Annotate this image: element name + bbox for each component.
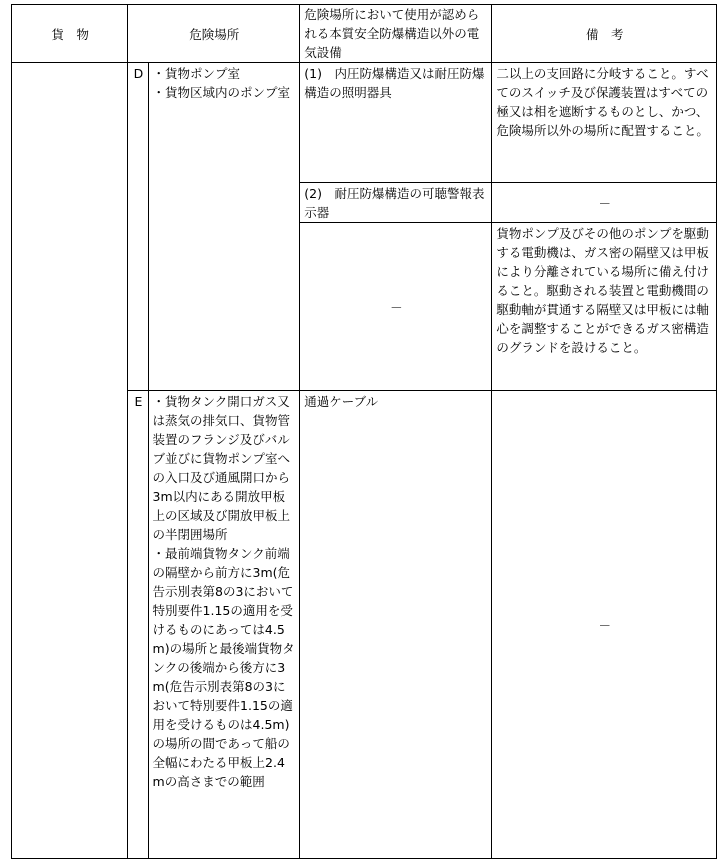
cargo-cell: [12, 63, 128, 859]
header-cargo: 貨 物: [12, 5, 128, 63]
equipment-d-3: －: [300, 223, 492, 391]
equipment-e: 通過ケーブル: [300, 391, 492, 859]
list-item: ・貨物区域内のポンプ室: [152, 85, 291, 100]
table-row: [12, 63, 717, 183]
remark-d-1: 二以上の支回路に分岐すること。すべてのスイッチ及び保護装置はすべての極又は相を遮断するものとし、かつ、危険場所以外の場所に配置すること。: [492, 63, 717, 183]
equipment-d-1: (1) 内圧防爆構造又は耐圧防爆構造の照明器具: [300, 63, 492, 183]
category-code-d: D: [128, 63, 148, 391]
list-item: ・貨物タンク開口ガス又は蒸気の排気口、貨物管装置のフランジ及びバルブ並びに貨物ポンプ室への入口及び通風開口から3m以内にある開放甲板上の区域及び開放甲板上の半閉囲場所: [152, 394, 291, 542]
header-remarks: 備 考: [492, 5, 717, 63]
list-item: ・貨物ポンプ室: [152, 66, 241, 81]
hazard-place-e: [148, 391, 300, 859]
hazard-place-d: [148, 63, 300, 391]
remark-d-2: －: [492, 183, 717, 223]
regulation-table: [11, 4, 717, 859]
header-row: [12, 5, 717, 63]
header-hazard-place: 危険場所: [128, 5, 300, 63]
category-code-e: E: [128, 391, 148, 859]
remark-d-3: 貨物ポンプ及びその他のポンプを駆動する電動機は、ガス密の隔壁又は甲板により分離されている場所に備え付けること。駆動される装置と電動機間の駆動軸が貫通する隔壁又は甲板には軸心を調整することができるガス密構造のグランドを設けること。: [492, 223, 717, 391]
header-equipment: 危険場所において使用が認められる本質安全防爆構造以外の電気設備: [300, 5, 492, 63]
list-item: ・最前端貨物タンク前端の隔壁から前方に3m(危告示別表第8の3において特別要件1.15の適用を受けるものにあっては4.5m)の場所と最後端貨物タンクの後端から後方に3m(危告示別表第8の3において特別要件1.15の適用を受けるものは4.5m)の場所の間であって船の全幅にわたる甲板上2.4mの高さまでの範囲: [152, 546, 295, 789]
remark-e: －: [492, 391, 717, 859]
equipment-d-2: (2) 耐圧防爆構造の可聴警報表示器: [300, 183, 492, 223]
